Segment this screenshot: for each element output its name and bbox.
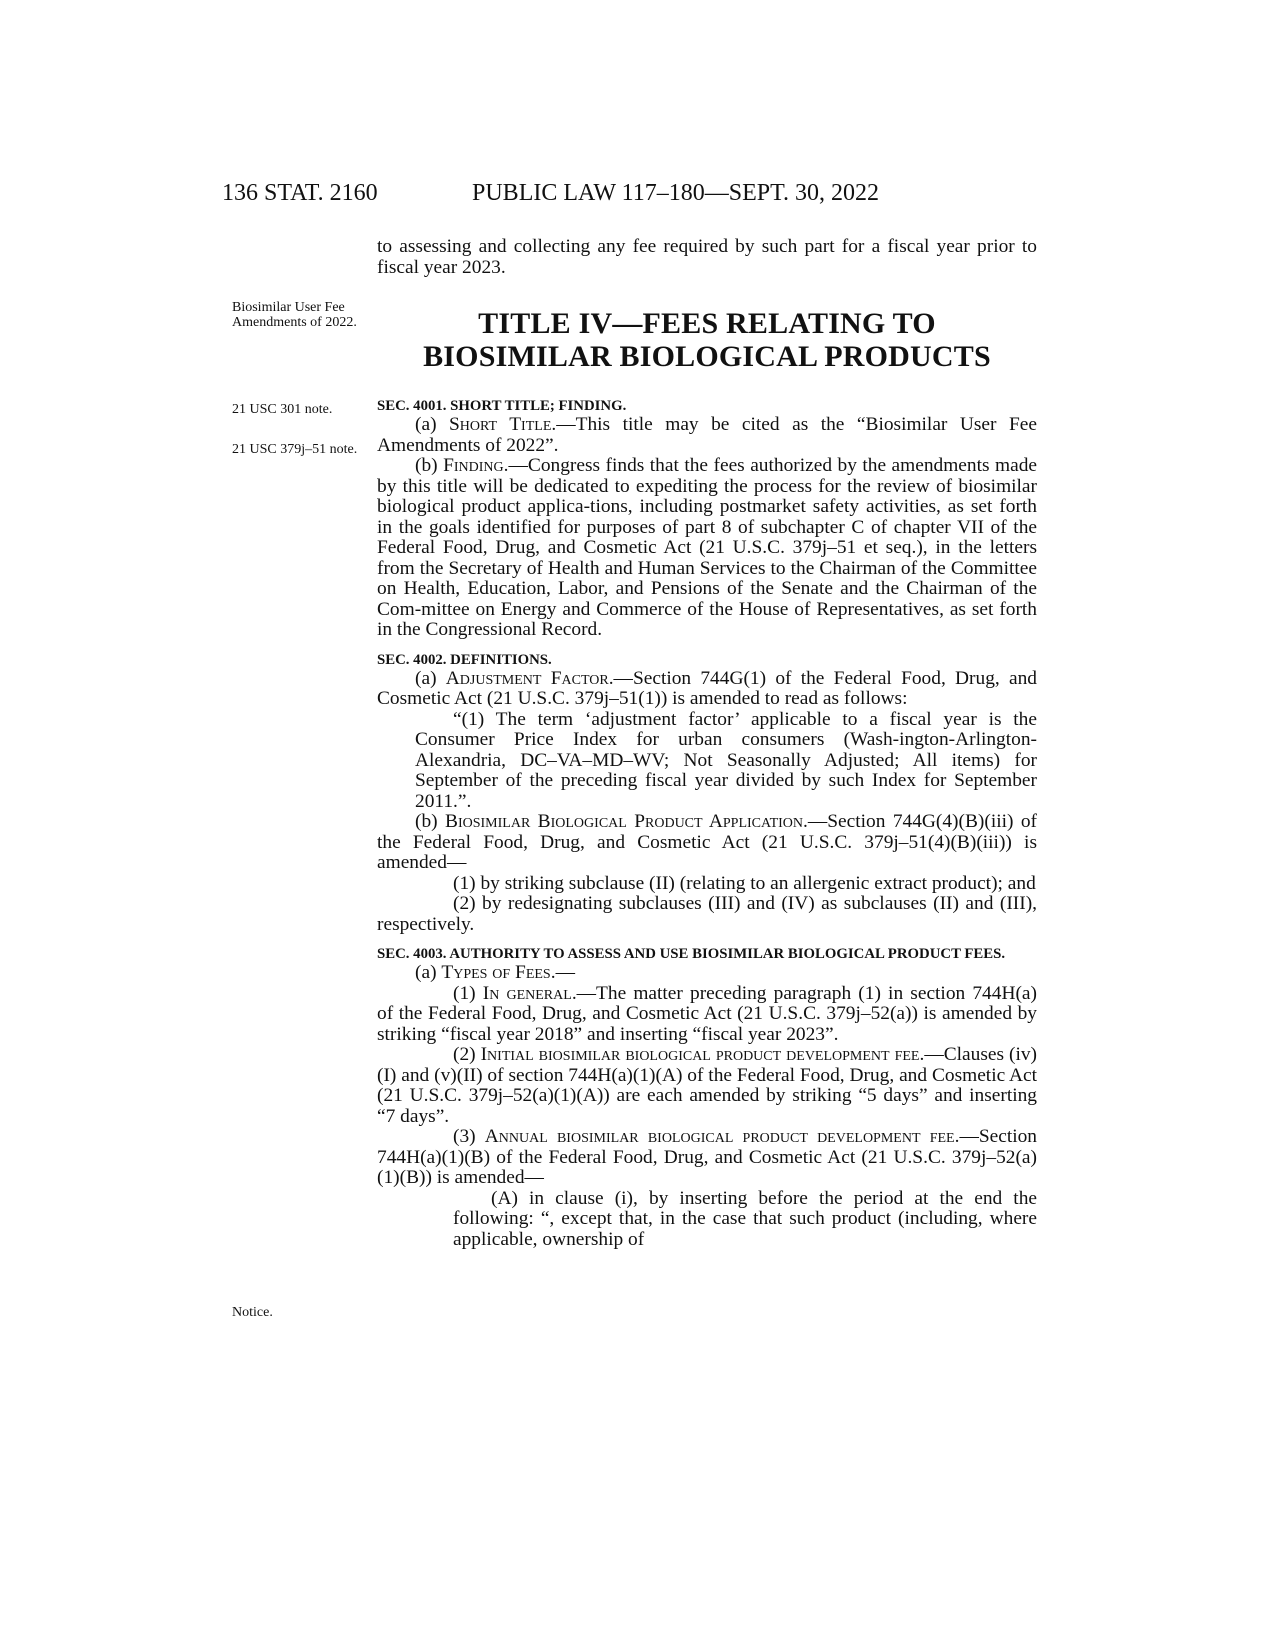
margin-note-usc-379j-51: 21 USC 379j–51 note. [232,442,358,457]
carryover-paragraph: to assessing and collecting any fee required by such part for a fiscal year prior to fiscal year 2023. [377,236,1037,278]
paragraph-redesignating: (2) by redesignating subclauses (III) and (IV) as subclauses (II) and (III), respectively. [377,893,1037,935]
main-text-column [377,237,1037,1250]
title-line-2: BIOSIMILAR BIOLOGICAL PRODUCTS [423,340,991,373]
title-line-1: TITLE IV—FEES RELATING TO [478,307,936,340]
subsection-heading: Biosimilar Biological Product Application [445,811,804,832]
section-4001-heading: SEC. 4001. SHORT TITLE; FINDING. [377,398,627,414]
subsection-heading: Types of Fees [441,962,551,983]
paragraph-heading: Annual biosimilar biological product development fee [484,1126,955,1147]
paragraph-in-general: (1) In general.—The matter preceding paragraph (1) in section 744H(a) of the Federal Food, Drug, and Cosmetic Act (21 U.S.C. 379j–52(a)) is amended by striking “fiscal year 2018” and inserting “fiscal year 2023”. [377,982,1037,1045]
paragraph-initial-fee: (2) Initial biosimilar biological product development fee.—Clauses (iv)(I) and (v)(II) of section 744H(a)(1)(A) of the Federal Food, Drug, and Cosmetic Act (21 U.S.C. 379j–52(a)(1)(A)) are each amended by striking “5 days” and inserting “7 days”. [377,1044,1038,1127]
section-4002-heading: SEC. 4002. DEFINITIONS. [377,651,552,668]
margin-note-notice: Notice. [232,1305,273,1320]
section-4003-heading: SEC. 4003. AUTHORITY TO ASSESS AND USE BIOSIMILAR BIOLOGICAL PRODUCT FEES. [377,946,1006,962]
subsection-types-of-fees: (a) Types of Fees.— [415,962,575,983]
subsection-short-title: (a) Short Title.—This title may be cited as the “Biosimilar User Fee Amendments of 2022”. [377,414,1037,456]
subsection-heading: Short Title [449,414,552,435]
paragraph-striking: (1) by striking subclause (II) (relating to an allergenic extract product); and [453,872,1036,894]
paragraph-heading: In general [482,982,572,1004]
quoted-definition: “(1) The term ‘adjustment factor’ applicable to a fiscal year is the Consumer Price Index for urban consumers (Wash-ington-Arlington-Alexandria, DC–VA–MD–WV; Not Seasonally Adjusted; All items) for September of the preceding fiscal year divided by such Index for September 2011.”. [415,708,1037,812]
paragraph-heading: Initial biosimilar biological product development fee [480,1044,920,1065]
title-heading [377,307,1037,373]
subsection-adjustment-factor: (a) Adjustment Factor.—Section 744G(1) of the Federal Food, Drug, and Cosmetic Act (21 U.S.C. 379j–51(1)) is amended to read as follows: [377,667,1038,709]
clause-a: (A) in clause (i), by inserting before the period at the end the following: “, except that, in the case that such product (including, where applicable, ownership of [453,1187,1037,1250]
subsection-heading: Finding [443,455,504,476]
public-law-citation: PUBLIC LAW 117–180—SEPT. 30, 2022 [472,180,879,206]
paragraph-annual-fee: (3) Annual biosimilar biological product development fee.—Section 744H(a)(1)(B) of the Federal Food, Drug, and Cosmetic Act (21 U.S.C. 379j–52(a)(1)(B)) is amended— [377,1126,1037,1188]
subsection-biosimilar-application: (b) Biosimilar Biological Product Application.—Section 744G(4)(B)(iii) of the Federal Food, Drug, and Cosmetic Act (21 U.S.C. 379j–51(4)(B)(iii)) is amended— [377,811,1037,873]
subsection-finding: (b) Finding.—Congress finds that the fees authorized by the amendments made by this title will be dedicated to expediting the process for the review of biosimilar biological product applica-tions, including postmarket safety activities, as set forth in the goals identified for purposes of part 8 of subchapter C of chapter VII of the Federal Food, Drug, and Cosmetic Act (21 U.S.C. 379j–51 et seq.), in the letters from the Secretary of Health and Human Services to the Chairman of the Committee on Health, Education, Labor, and Pensions of the Senate and the Chairman of the Com-mittee on Energy and Commerce of the House of Representatives, as set forth in the Congressional Record. [377,455,1037,640]
statute-page-reference: 136 STAT. 2160 [222,180,378,206]
subsection-heading: Adjustment Factor [445,667,609,689]
margin-note-short-title: Biosimilar User Fee Amendments of 2022. [232,300,357,330]
margin-note-usc-301: 21 USC 301 note. [232,402,333,417]
